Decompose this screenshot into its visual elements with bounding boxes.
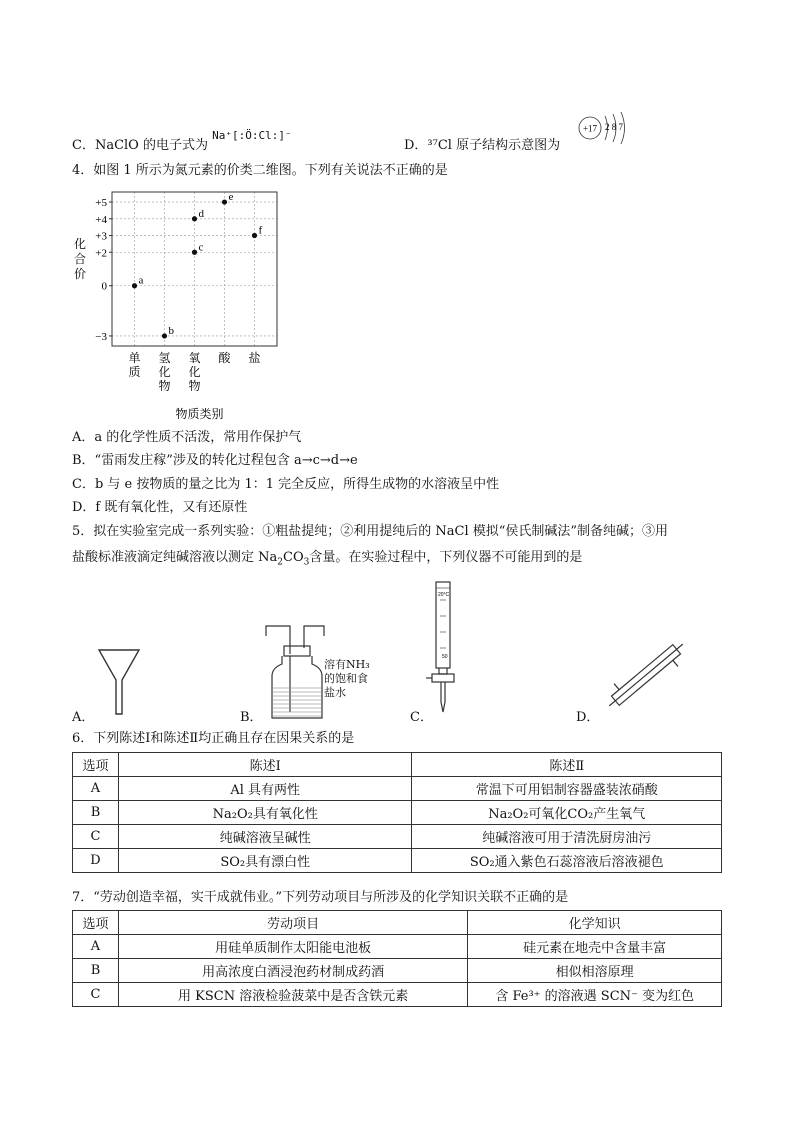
table-row: C 纯碱溶液呈碱性 纯碱溶液可用于清洗厨房油污 — [73, 825, 722, 849]
table-row: A Al 具有两性 常温下可用铝制容器盛装浓硝酸 — [73, 777, 722, 801]
q4-option-a: A．a 的化学性质不活泼，常用作保护气 — [72, 430, 302, 445]
q5-stem-line2: 盐酸标准液滴定纯碱溶液以测定 $Na_2CO_3$含量。在实验过程中，下列仪器不可能用到的是 — [72, 550, 583, 568]
x-axis-label: 物质类别 — [175, 407, 224, 421]
svg-text:20°C: 20°C — [438, 592, 450, 598]
funnel-icon — [96, 646, 142, 718]
data-point-b — [162, 333, 167, 338]
data-label-a: a — [138, 274, 144, 287]
data-point-a — [132, 283, 137, 288]
table-row: B Na₂O₂具有氧化性 Na₂O₂可氧化CO₂产生氧气 — [73, 801, 722, 825]
x-category-label: 酸 — [218, 351, 231, 365]
q4-option-c: C．b 与 e 按物质的量之比为 1：1 完全反应，所得生成物的水溶液呈中性 — [72, 477, 500, 492]
y-axis-label: 合 — [73, 252, 87, 266]
nitrogen-valence-chart — [72, 186, 292, 422]
q7-table — [72, 910, 722, 1007]
data-point-d — [192, 216, 197, 221]
data-point-e — [222, 199, 227, 204]
q3-option-d: D．³⁷Cl 原子结构示意图为 — [404, 138, 561, 153]
y-tick-label: 0 — [101, 280, 107, 293]
table-row: D SO₂具有漂白性 SO₂通入紫色石蕊溶液后溶液褪色 — [73, 849, 722, 873]
x-category-label: 氢 — [158, 351, 171, 365]
x-category-label: 氧 — [188, 351, 201, 365]
x-category-label: 物 — [188, 379, 201, 393]
naclo-electron-formula: Na⁺[:Ö:Cl:]⁻ — [212, 129, 292, 142]
q4-option-d: D．f 既有氧化性，又有还原性 — [72, 500, 248, 515]
data-label-c: c — [198, 241, 204, 254]
q5-stem-line1: 5．拟在实验室完成一系列实验：①粗盐提纯；②利用提纯后的 NaCl 模拟“侯氏制碱法”制备纯碱；③用 — [72, 524, 669, 539]
table-header-row: 选项 劳动项目 化学知识 — [73, 911, 722, 935]
cl-atom-structure-diagram — [576, 112, 636, 152]
table-row: B 用高浓度白酒浸泡药材制成药酒 相似相溶原理 — [73, 959, 722, 983]
y-tick-label: +5 — [95, 197, 107, 210]
data-label-e: e — [228, 191, 234, 204]
x-category-label: 化 — [158, 365, 171, 379]
data-label-d: d — [198, 207, 204, 220]
q7-stem: 7．“劳动创造幸福，实干成就伟业。”下列劳动项目与所涉及的化学知识关联不正确的是 — [72, 890, 569, 905]
table-row: A 用硅单质制作太阳能电池板 硅元素在地壳中含量丰富 — [73, 935, 722, 959]
table-row: C 用 KSCN 溶液检验菠菜中是否含铁元素 含 Fe³⁺ 的溶液遇 SCN⁻ 变为红色 — [73, 983, 722, 1007]
x-category-label: 单 — [128, 351, 141, 365]
gas-washing-bottle-icon — [262, 622, 332, 722]
q5-label-a: A． — [72, 710, 95, 725]
electron-shells: 2 8 7 — [605, 122, 623, 132]
x-category-label: 盐 — [248, 351, 261, 365]
q5-label-b: B． — [240, 710, 263, 725]
svg-text:50: 50 — [442, 654, 448, 660]
y-tick-label: +3 — [95, 230, 107, 243]
x-category-label: 化 — [188, 365, 201, 379]
q4-stem: 4．如图 1 所示为氮元素的价类二维图。下列有关说法不正确的是 — [72, 163, 448, 178]
table-header-row: 选项 陈述Ⅰ 陈述Ⅱ — [73, 753, 722, 777]
nucleus-charge: +17 — [582, 123, 598, 134]
y-tick-label: +4 — [95, 213, 107, 226]
q6-table — [72, 752, 722, 873]
x-category-label: 质 — [128, 365, 141, 379]
data-point-f — [252, 233, 257, 238]
q6-stem: 6．下列陈述Ⅰ和陈述Ⅱ均正确且存在因果关系的是 — [72, 731, 355, 746]
data-point-c — [192, 250, 197, 255]
y-axis-label: 化 — [73, 237, 87, 251]
data-label-f: f — [258, 224, 263, 237]
y-tick-label: −3 — [95, 330, 107, 343]
q5-label-c: C． — [410, 710, 433, 725]
q4-option-b: B．“雷雨发庄稼”涉及的转化过程包含 a→c→d→e — [72, 453, 358, 468]
q5-label-d: D． — [576, 710, 600, 725]
y-axis-label: 价 — [73, 267, 87, 281]
burette-icon — [424, 578, 464, 720]
condenser-icon — [598, 628, 694, 722]
y-tick-label: +2 — [95, 247, 107, 260]
bottle-caption: 溶有NH₃ 的饱和食 盐水 — [324, 658, 370, 699]
q3-option-c: C．NaClO 的电子式为 $^{Na^+[:Ö:Cl:]^-}$ — [72, 129, 292, 153]
x-category-label: 物 — [158, 379, 171, 393]
data-label-b: b — [168, 324, 174, 337]
